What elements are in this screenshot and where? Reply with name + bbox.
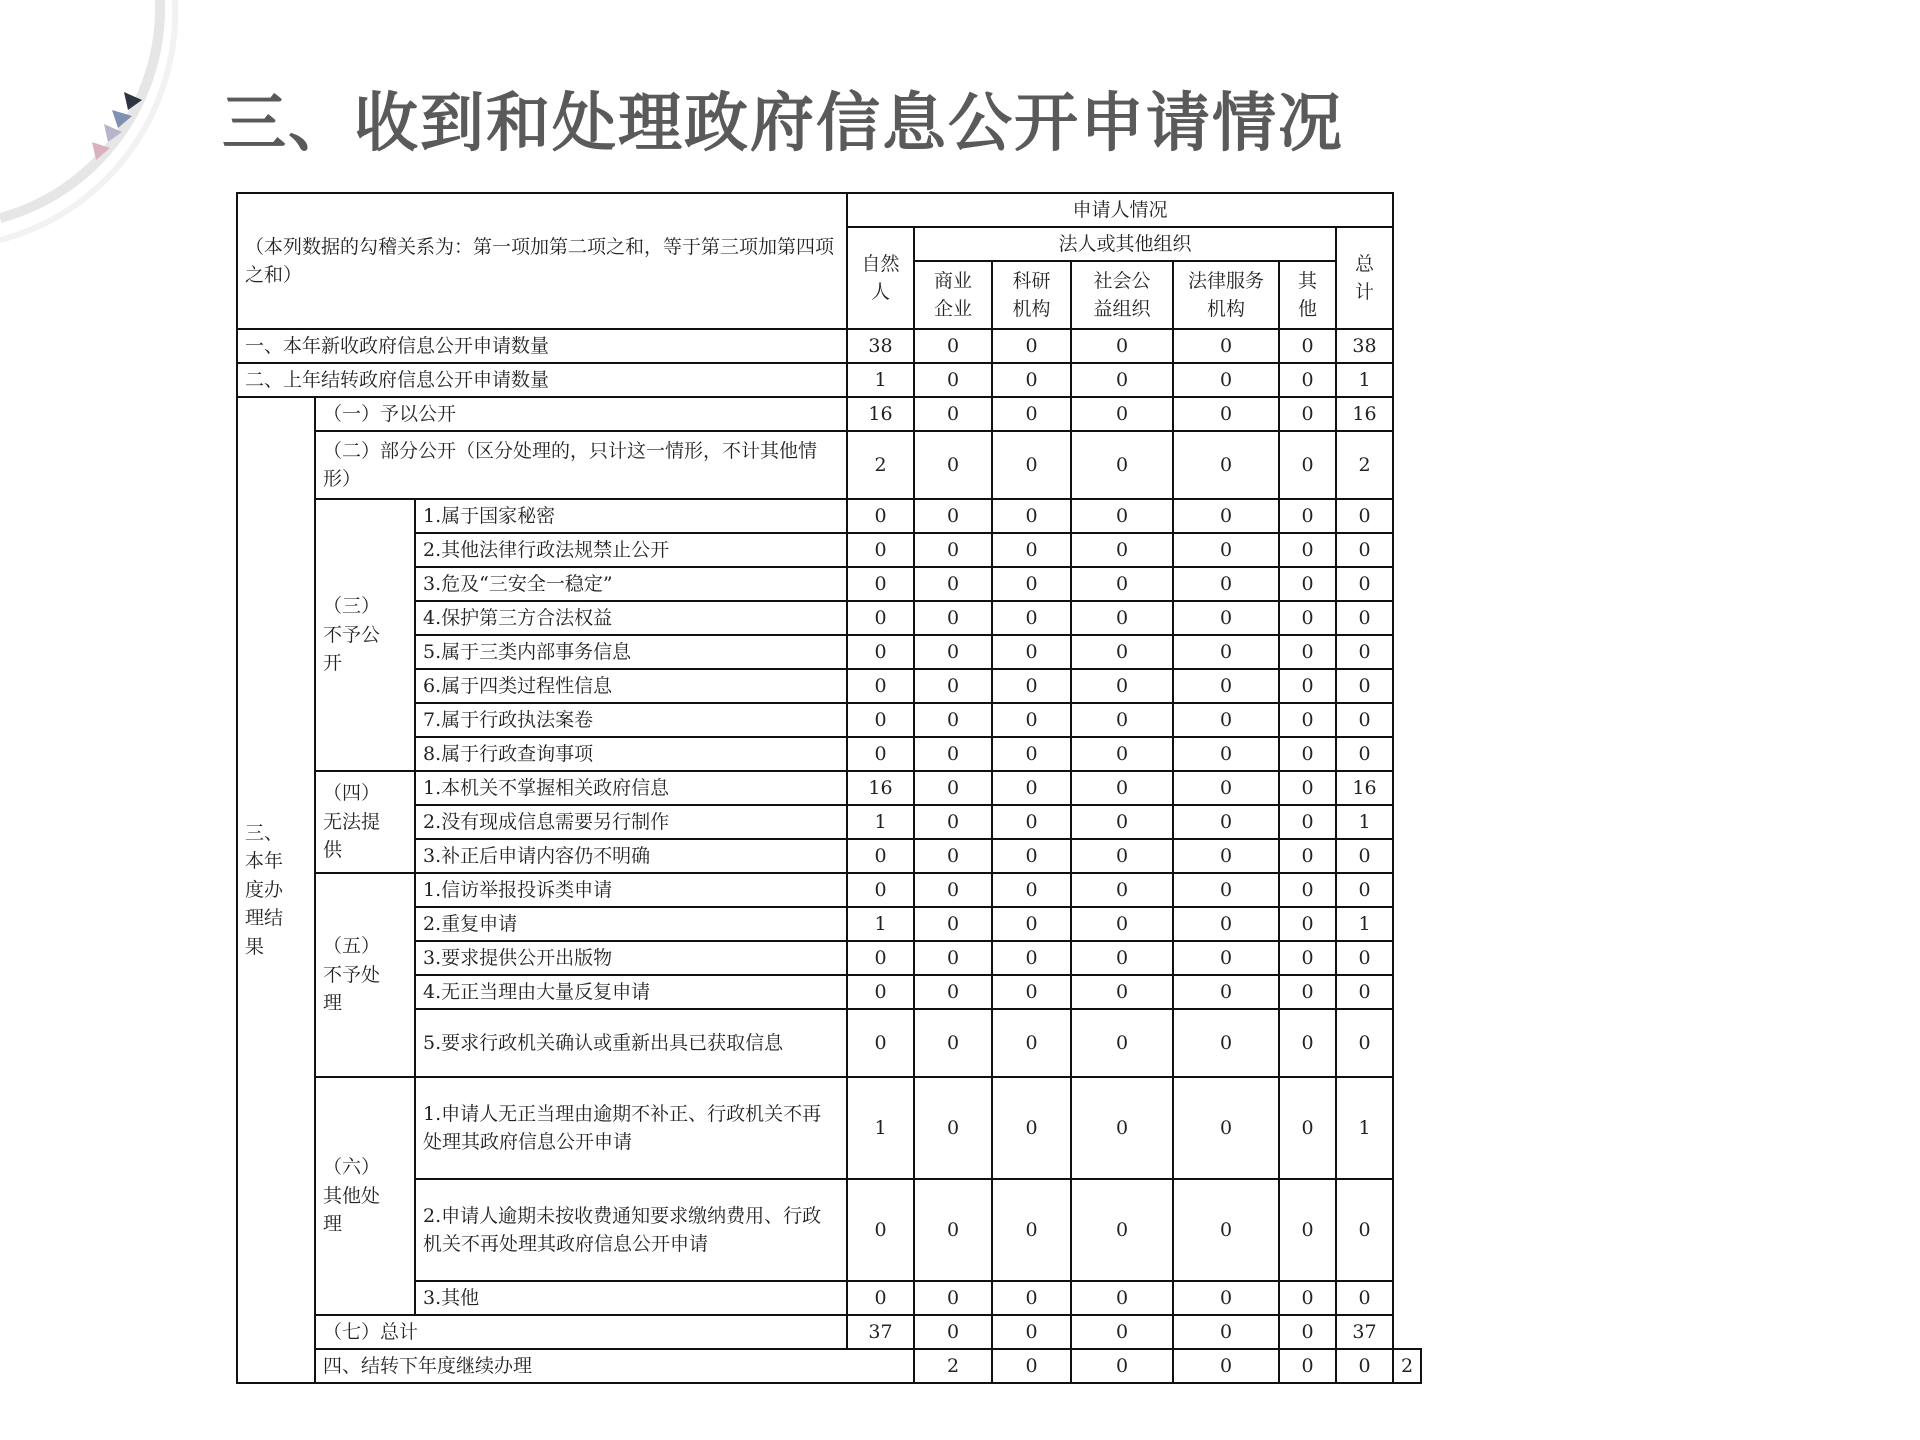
- value-cell: 0: [1173, 431, 1279, 499]
- value-cell: 0: [847, 669, 914, 703]
- value-cell: 0: [992, 601, 1071, 635]
- value-cell: 1: [1336, 907, 1393, 941]
- value-cell: 0: [1336, 737, 1393, 771]
- value-cell: 0: [1173, 873, 1279, 907]
- value-cell: 37: [1336, 1315, 1393, 1349]
- decorative-corner: [0, 0, 260, 300]
- value-cell: 16: [1336, 397, 1393, 431]
- value-cell: 0: [1336, 601, 1393, 635]
- table-row: [237, 533, 1421, 567]
- value-cell: 0: [1336, 635, 1393, 669]
- value-cell: 0: [992, 635, 1071, 669]
- value-cell: 0: [992, 941, 1071, 975]
- value-cell: 0: [847, 1009, 914, 1077]
- value-cell: 0: [1071, 975, 1173, 1009]
- table-row: [237, 363, 1421, 397]
- header-natural-person: 自然 人: [847, 227, 914, 329]
- value-cell: 1: [1336, 363, 1393, 397]
- value-cell: 0: [1279, 805, 1336, 839]
- value-cell: 1: [1336, 805, 1393, 839]
- table-row: [237, 1349, 1421, 1383]
- table-row: [237, 601, 1421, 635]
- value-cell: 0: [914, 363, 992, 397]
- table-row: [237, 1315, 1421, 1349]
- value-cell: 16: [847, 397, 914, 431]
- value-cell: 0: [992, 567, 1071, 601]
- value-cell: 0: [992, 329, 1071, 363]
- value-cell: 0: [1336, 1179, 1393, 1281]
- value-cell: 0: [1173, 839, 1279, 873]
- application-statistics-table: [236, 192, 1422, 1384]
- value-cell: 0: [1071, 1009, 1173, 1077]
- value-cell: 0: [992, 1179, 1071, 1281]
- value-cell: 0: [1071, 873, 1173, 907]
- section-3-label: 三、 本年 度办 理结 果: [237, 397, 315, 1383]
- row-label: 1.本机关不掌握相关政府信息: [415, 771, 847, 805]
- value-cell: 0: [1071, 499, 1173, 533]
- value-cell: 0: [1336, 1349, 1393, 1383]
- value-cell: 0: [1279, 669, 1336, 703]
- header-legal-group: 法人或其他组织: [914, 227, 1336, 261]
- value-cell: 0: [1071, 635, 1173, 669]
- value-cell: 0: [1071, 1077, 1173, 1179]
- row-label: 6.属于四类过程性信息: [415, 669, 847, 703]
- value-cell: 0: [1279, 533, 1336, 567]
- row-label: 4.无正当理由大量反复申请: [415, 975, 847, 1009]
- value-cell: 0: [847, 601, 914, 635]
- value-cell: 0: [1279, 771, 1336, 805]
- table-row: [237, 635, 1421, 669]
- value-cell: 0: [1173, 1179, 1279, 1281]
- value-cell: 0: [1279, 1281, 1336, 1315]
- value-cell: 0: [992, 533, 1071, 567]
- value-cell: 0: [1173, 363, 1279, 397]
- value-cell: 0: [992, 771, 1071, 805]
- header-applicant: 申请人情况: [847, 193, 1393, 227]
- value-cell: 2: [1393, 1349, 1421, 1383]
- value-cell: 0: [914, 635, 992, 669]
- value-cell: 0: [847, 499, 914, 533]
- header-legal-service: 法律服务 机构: [1173, 261, 1279, 329]
- value-cell: 0: [992, 499, 1071, 533]
- row-label: 2.其他法律行政法规禁止公开: [415, 533, 847, 567]
- value-cell: 0: [914, 839, 992, 873]
- value-cell: 0: [847, 1179, 914, 1281]
- value-cell: 0: [1071, 397, 1173, 431]
- value-cell: 0: [1071, 567, 1173, 601]
- row-label: 1.属于国家秘密: [415, 499, 847, 533]
- value-cell: 0: [1279, 975, 1336, 1009]
- value-cell: 16: [1336, 771, 1393, 805]
- value-cell: 0: [1173, 805, 1279, 839]
- value-cell: 0: [914, 1009, 992, 1077]
- table-row: [237, 1077, 1421, 1179]
- row-label: 3.补正后申请内容仍不明确: [415, 839, 847, 873]
- value-cell: 0: [914, 907, 992, 941]
- group-6-label: （六） 其他处 理: [315, 1077, 415, 1315]
- value-cell: 0: [1336, 873, 1393, 907]
- row-label: （七）总计: [315, 1315, 847, 1349]
- value-cell: 0: [1336, 839, 1393, 873]
- value-cell: 0: [914, 1315, 992, 1349]
- table-row: [237, 941, 1421, 975]
- header-commercial: 商业 企业: [914, 261, 992, 329]
- value-cell: 0: [1279, 1179, 1336, 1281]
- row-label: 1.信访举报投诉类申请: [415, 873, 847, 907]
- value-cell: 0: [847, 567, 914, 601]
- value-cell: 0: [1071, 669, 1173, 703]
- value-cell: 0: [1279, 1077, 1336, 1179]
- value-cell: 0: [847, 533, 914, 567]
- value-cell: 0: [992, 363, 1071, 397]
- value-cell: 0: [1071, 431, 1173, 499]
- row-label: 5.属于三类内部事务信息: [415, 635, 847, 669]
- row-label: 7.属于行政执法案卷: [415, 703, 847, 737]
- value-cell: 0: [992, 431, 1071, 499]
- row-label: 二、上年结转政府信息公开申请数量: [237, 363, 847, 397]
- value-cell: 1: [847, 363, 914, 397]
- value-cell: 0: [914, 737, 992, 771]
- value-cell: 0: [1279, 499, 1336, 533]
- value-cell: 0: [992, 737, 1071, 771]
- value-cell: 0: [1336, 499, 1393, 533]
- header-total: 总 计: [1336, 227, 1393, 329]
- value-cell: 0: [1071, 839, 1173, 873]
- value-cell: 0: [847, 1281, 914, 1315]
- row-label: 3.其他: [415, 1281, 847, 1315]
- value-cell: 0: [1279, 1009, 1336, 1077]
- value-cell: 0: [1071, 1179, 1173, 1281]
- row-label: 5.要求行政机关确认或重新出具已获取信息: [415, 1009, 847, 1077]
- value-cell: 0: [847, 737, 914, 771]
- table-row: [237, 907, 1421, 941]
- value-cell: 0: [914, 601, 992, 635]
- value-cell: 0: [992, 975, 1071, 1009]
- value-cell: 37: [847, 1315, 914, 1349]
- value-cell: 0: [914, 941, 992, 975]
- row-label: 2.重复申请: [415, 907, 847, 941]
- value-cell: 0: [1279, 431, 1336, 499]
- value-cell: 0: [1173, 1077, 1279, 1179]
- value-cell: 0: [1173, 771, 1279, 805]
- value-cell: 0: [847, 703, 914, 737]
- value-cell: 0: [1279, 397, 1336, 431]
- value-cell: 0: [1279, 329, 1336, 363]
- value-cell: 0: [992, 805, 1071, 839]
- value-cell: 0: [847, 635, 914, 669]
- row-label: 四、结转下年度继续办理: [315, 1349, 914, 1383]
- value-cell: 0: [992, 397, 1071, 431]
- table-row: [237, 397, 1421, 431]
- value-cell: 0: [992, 1349, 1071, 1383]
- value-cell: 1: [847, 1077, 914, 1179]
- value-cell: 0: [914, 873, 992, 907]
- value-cell: 0: [1071, 363, 1173, 397]
- value-cell: 0: [992, 839, 1071, 873]
- table-row: [237, 1009, 1421, 1077]
- table-row: [237, 329, 1421, 363]
- value-cell: 0: [1071, 1281, 1173, 1315]
- group-3-label: （三） 不予公 开: [315, 499, 415, 771]
- value-cell: 0: [847, 873, 914, 907]
- value-cell: 0: [992, 873, 1071, 907]
- table-note-cell: [237, 193, 847, 329]
- value-cell: 38: [1336, 329, 1393, 363]
- value-cell: 0: [914, 805, 992, 839]
- value-cell: 0: [914, 1077, 992, 1179]
- value-cell: 0: [1336, 669, 1393, 703]
- value-cell: 0: [1279, 941, 1336, 975]
- value-cell: 0: [1336, 703, 1393, 737]
- value-cell: 0: [1071, 805, 1173, 839]
- value-cell: 0: [992, 1009, 1071, 1077]
- value-cell: 0: [1173, 975, 1279, 1009]
- table-row: [237, 1179, 1421, 1281]
- table-row: [237, 431, 1421, 499]
- value-cell: 0: [1279, 907, 1336, 941]
- value-cell: 0: [914, 975, 992, 1009]
- value-cell: 0: [1173, 567, 1279, 601]
- value-cell: 0: [1071, 1315, 1173, 1349]
- value-cell: 0: [1071, 329, 1173, 363]
- value-cell: 2: [847, 431, 914, 499]
- row-label: 3.要求提供公开出版物: [415, 941, 847, 975]
- table-row: [237, 1281, 1421, 1315]
- value-cell: 1: [1336, 1077, 1393, 1179]
- table-row: [237, 567, 1421, 601]
- row-label: （二）部分公开（区分处理的，只计这一情形，不计其他情形）: [315, 431, 847, 499]
- table-row: [237, 805, 1421, 839]
- value-cell: 0: [992, 907, 1071, 941]
- value-cell: 0: [1279, 1315, 1336, 1349]
- value-cell: 0: [914, 397, 992, 431]
- value-cell: 0: [914, 703, 992, 737]
- table-row: [237, 839, 1421, 873]
- value-cell: 1: [847, 805, 914, 839]
- table-row: [237, 737, 1421, 771]
- table-row: [237, 499, 1421, 533]
- value-cell: 0: [914, 1281, 992, 1315]
- value-cell: 1: [847, 907, 914, 941]
- row-label: 1.申请人无正当理由逾期不补正、行政机关不再处理其政府信息公开申请: [415, 1077, 847, 1179]
- value-cell: 0: [1279, 703, 1336, 737]
- row-label: 2.没有现成信息需要另行制作: [415, 805, 847, 839]
- value-cell: 0: [914, 567, 992, 601]
- value-cell: 0: [1336, 567, 1393, 601]
- row-label: 2.申请人逾期未按收费通知要求缴纳费用、行政机关不再处理其政府信息公开申请: [415, 1179, 847, 1281]
- value-cell: 0: [1071, 941, 1173, 975]
- value-cell: 0: [1279, 1349, 1336, 1383]
- value-cell: 0: [992, 1077, 1071, 1179]
- row-label: 3.危及“三安全一稳定”: [415, 567, 847, 601]
- row-label: 8.属于行政查询事项: [415, 737, 847, 771]
- value-cell: 0: [914, 669, 992, 703]
- header-other: 其 他: [1279, 261, 1336, 329]
- value-cell: 0: [1336, 533, 1393, 567]
- value-cell: 0: [914, 771, 992, 805]
- value-cell: 0: [1173, 397, 1279, 431]
- value-cell: 0: [1173, 329, 1279, 363]
- table-row: [237, 771, 1421, 805]
- value-cell: 0: [992, 1315, 1071, 1349]
- value-cell: 0: [1173, 1315, 1279, 1349]
- value-cell: 0: [1336, 1281, 1393, 1315]
- value-cell: 0: [1336, 1009, 1393, 1077]
- value-cell: 0: [1071, 703, 1173, 737]
- value-cell: 0: [1173, 1009, 1279, 1077]
- value-cell: 0: [1071, 737, 1173, 771]
- value-cell: 0: [1279, 635, 1336, 669]
- value-cell: 0: [1173, 601, 1279, 635]
- value-cell: 0: [847, 941, 914, 975]
- value-cell: 0: [1173, 533, 1279, 567]
- value-cell: 2: [914, 1349, 992, 1383]
- value-cell: 0: [914, 533, 992, 567]
- value-cell: 0: [1279, 839, 1336, 873]
- value-cell: 0: [1071, 1349, 1173, 1383]
- value-cell: 0: [1071, 601, 1173, 635]
- value-cell: 0: [1071, 771, 1173, 805]
- header-social: 社会公 益组织: [1071, 261, 1173, 329]
- value-cell: 0: [914, 329, 992, 363]
- table-row: [237, 873, 1421, 907]
- table-row: [237, 669, 1421, 703]
- row-label: （一）予以公开: [315, 397, 847, 431]
- value-cell: 38: [847, 329, 914, 363]
- value-cell: 2: [1336, 431, 1393, 499]
- page-title: 三、收到和处理政府信息公开申请情况: [222, 87, 1344, 161]
- value-cell: 0: [847, 839, 914, 873]
- value-cell: 0: [1071, 907, 1173, 941]
- value-cell: 0: [914, 499, 992, 533]
- value-cell: 0: [992, 703, 1071, 737]
- value-cell: 0: [1173, 499, 1279, 533]
- table-row: [237, 975, 1421, 1009]
- value-cell: 0: [847, 975, 914, 1009]
- value-cell: 0: [1279, 363, 1336, 397]
- row-label: 一、本年新收政府信息公开申请数量: [237, 329, 847, 363]
- value-cell: 0: [1173, 669, 1279, 703]
- value-cell: 0: [1336, 975, 1393, 1009]
- value-cell: 0: [1279, 567, 1336, 601]
- value-cell: 0: [1173, 941, 1279, 975]
- value-cell: 0: [914, 1179, 992, 1281]
- value-cell: 0: [1279, 737, 1336, 771]
- header-research: 科研 机构: [992, 261, 1071, 329]
- table-note: （本列数据的勾稽关系为：第一项加第二项之和，等于第三项加第四项之和）: [245, 235, 835, 286]
- value-cell: 0: [1279, 601, 1336, 635]
- group-5-label: （五） 不予处 理: [315, 873, 415, 1077]
- row-label: 4.保护第三方合法权益: [415, 601, 847, 635]
- value-cell: 0: [992, 1281, 1071, 1315]
- value-cell: 0: [1173, 1281, 1279, 1315]
- value-cell: 0: [1173, 907, 1279, 941]
- value-cell: 16: [847, 771, 914, 805]
- table-row: [237, 703, 1421, 737]
- value-cell: 0: [1071, 533, 1173, 567]
- value-cell: 0: [1173, 635, 1279, 669]
- value-cell: 0: [1336, 941, 1393, 975]
- value-cell: 0: [1173, 1349, 1279, 1383]
- value-cell: 0: [1173, 703, 1279, 737]
- value-cell: 0: [914, 431, 992, 499]
- group-4-label: （四） 无法提 供: [315, 771, 415, 873]
- value-cell: 0: [1279, 873, 1336, 907]
- value-cell: 0: [992, 669, 1071, 703]
- value-cell: 0: [1173, 737, 1279, 771]
